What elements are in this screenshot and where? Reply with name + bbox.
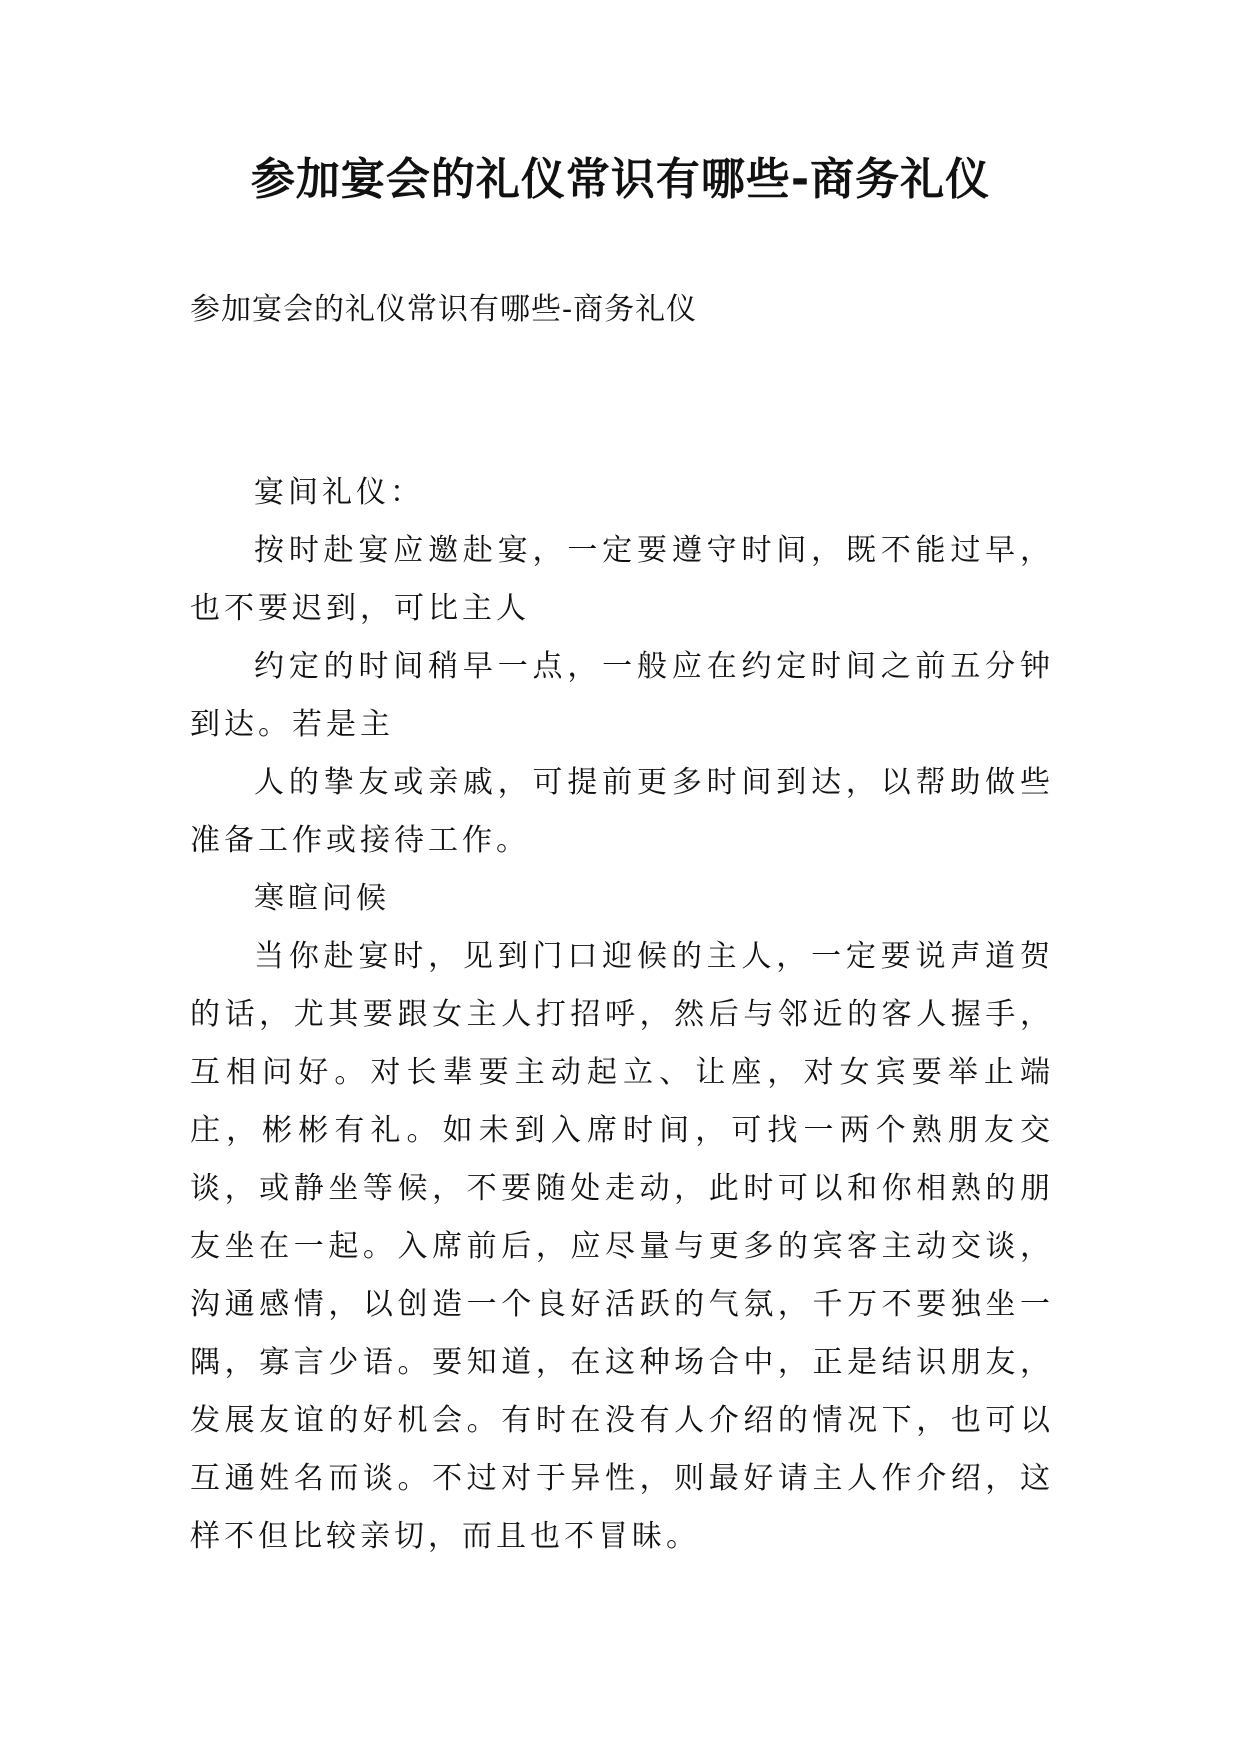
paragraph-greetings: 当你赴宴时，见到门口迎候的主人，一定要说声道贺的话，尤其要跟女主人打招呼，然后与邻近的客人握手，互相问好。对长辈要主动起立、让座，对女宾要举止端庄，彬彬有礼。如未到入席时间，可找一两个熟朋友交谈，或静坐等候，不要随处走动，此时可以和你相熟的朋友坐在一起。入席前后，应尽量与更多的宾客主动交谈，沟通感情，以创造一个良好活跃的气氛，千万不要独坐一隅，寡言少语。要知道，在这种场合中，正是结识朋友，发展友谊的好机会。有时在没有人介绍的情况下，也可以互通姓名而谈。不过对于异性，则最好请主人作介绍，这样不但比较亲切，而且也不冒昧。 [190,939,1054,1554]
section-heading-greetings: 寒暄问候 [254,881,390,916]
paragraph-punctuality: 按时赴宴应邀赴宴，一定要遵守时间，既不能过早，也不要迟到，可比主人 [190,533,1054,626]
page-title: 参加宴会的礼仪常识有哪些-商务礼仪 [250,154,991,205]
section-heading-banquet-etiquette: 宴间礼仪： [254,475,424,510]
paragraph-arrival-time: 约定的时间稍早一点，一般应在约定时间之前五分钟到达。若是主 [190,649,1054,742]
paragraph-close-friends: 人的挚友或亲戚，可提前更多时间到达，以帮助做些准备工作或接待工作。 [190,765,1054,858]
document-subtitle: 参加宴会的礼仪常识有哪些-商务礼仪 [190,292,698,327]
document-body [190,464,1054,1566]
